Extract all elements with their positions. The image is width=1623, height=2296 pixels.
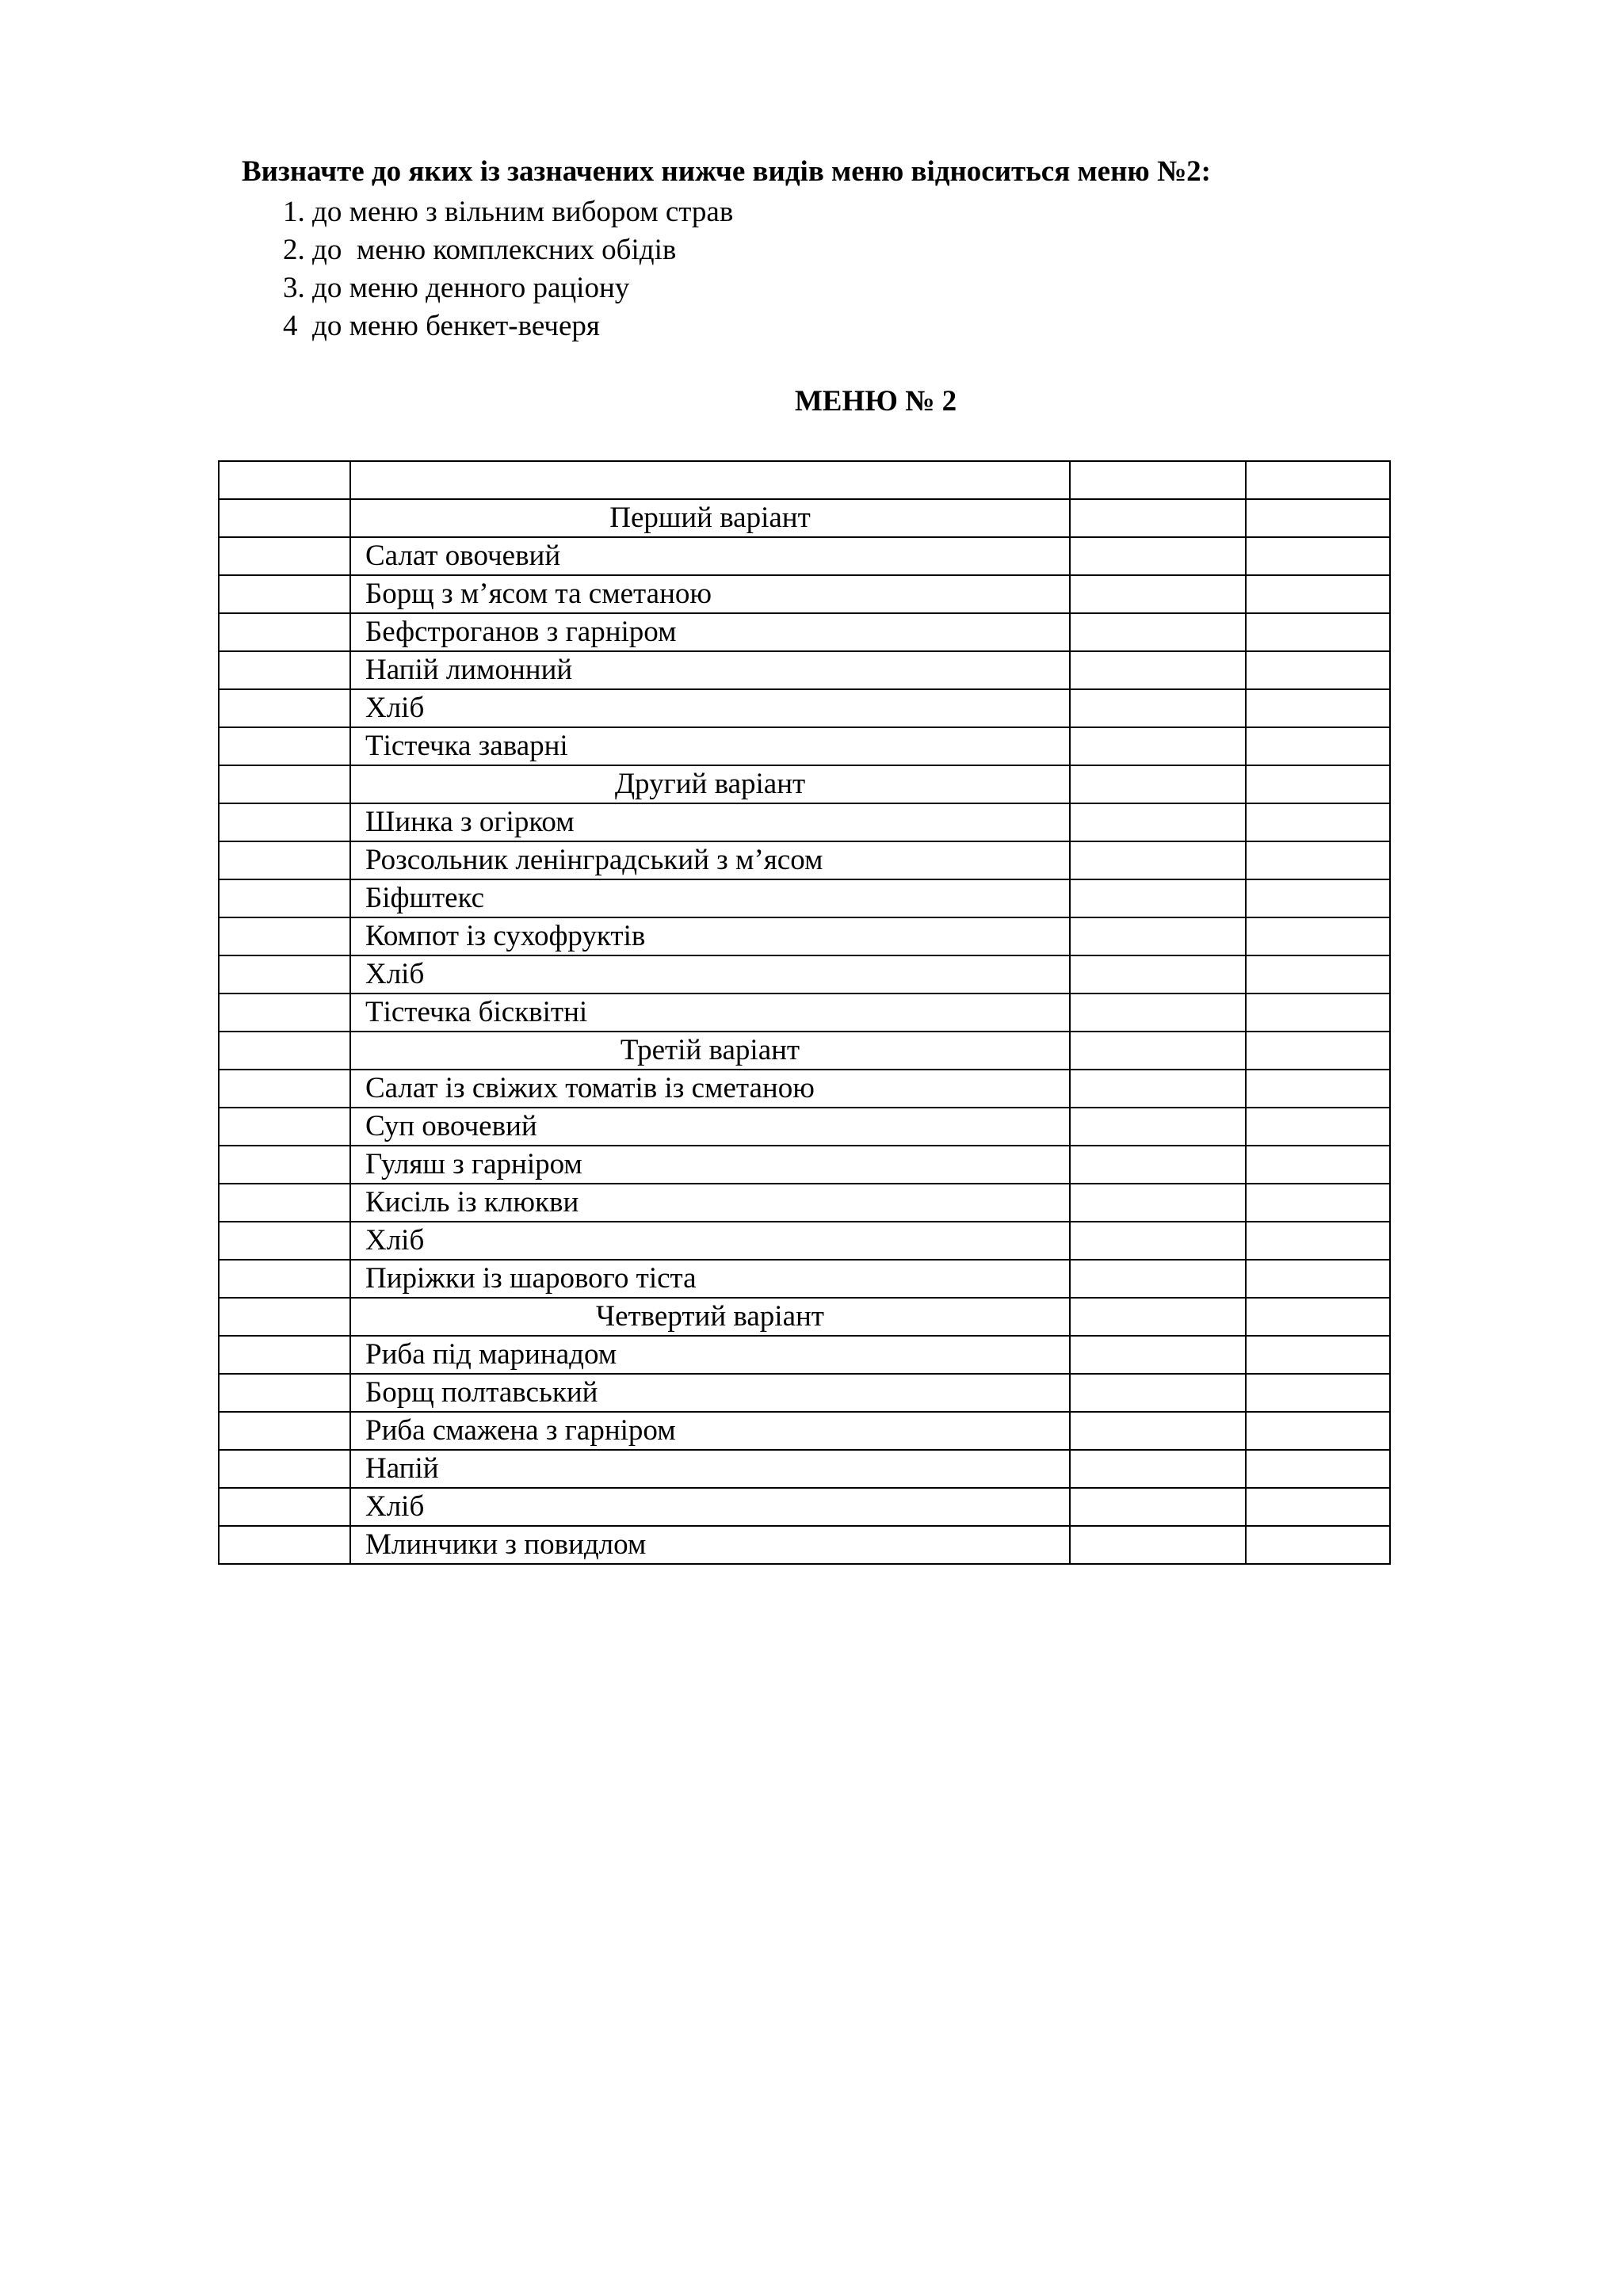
menu-item-row: [219, 1412, 1390, 1450]
menu-item-row: [219, 841, 1390, 879]
answer-options-list: [283, 193, 733, 345]
menu-cell-number: [219, 1070, 350, 1108]
menu-cell-number: [219, 1184, 350, 1222]
menu-cell-price: [1246, 1108, 1390, 1146]
menu-item-row: [219, 1108, 1390, 1146]
menu-cell-output: [1070, 1260, 1246, 1298]
menu-cell-output: [1070, 727, 1246, 765]
menu-item-row: [219, 1070, 1390, 1108]
menu-cell-price: [1246, 613, 1390, 651]
menu-dish-name: Шинка з огірком: [350, 803, 1070, 841]
menu-cell-number: [219, 613, 350, 651]
menu-dish-name: Напій: [350, 1450, 1070, 1488]
menu-cell-price: [1246, 1488, 1390, 1526]
menu-item-row: [219, 1222, 1390, 1260]
menu-cell-number: [219, 1108, 350, 1146]
menu-cell-number: [219, 1336, 350, 1374]
menu-cell-number: [219, 1374, 350, 1412]
menu-dish-name: Пиріжки із шарового тіста: [350, 1260, 1070, 1298]
menu-cell-price: [1246, 1146, 1390, 1184]
menu-cell-output: [1070, 1108, 1246, 1146]
menu-item-row: [219, 1526, 1390, 1564]
menu-cell-output: [1070, 575, 1246, 613]
menu-item-row: [219, 1336, 1390, 1374]
menu-cell-output: [1070, 1032, 1246, 1070]
menu-cell-output: [1070, 1374, 1246, 1412]
menu-cell-output: [1070, 461, 1246, 499]
menu-variant-row: [219, 765, 1390, 803]
menu-cell-number: [219, 1298, 350, 1336]
menu-item-row: [219, 1488, 1390, 1526]
menu-item-row: [219, 1146, 1390, 1184]
menu-cell-number: [219, 765, 350, 803]
menu-dish-name: Розсольник ленінградський з м’ясом: [350, 841, 1070, 879]
menu-cell-price: [1246, 1260, 1390, 1298]
menu-cell-output: [1070, 689, 1246, 727]
menu-item-row: [219, 1184, 1390, 1222]
menu-cell-price: [1246, 994, 1390, 1032]
menu-cell-number: [219, 803, 350, 841]
menu-variant-heading: Четвертий варіант: [350, 1298, 1070, 1336]
menu-cell-number: [219, 537, 350, 575]
menu-item-row: [219, 803, 1390, 841]
answer-option-1: 1. до меню з вільним вибором страв: [283, 196, 734, 228]
menu-cell-output: [1070, 803, 1246, 841]
menu-item-row: [219, 955, 1390, 994]
menu-dish-name: Кисіль із клюкви: [350, 1184, 1070, 1222]
menu-dish-name: Гуляш з гарніром: [350, 1146, 1070, 1184]
menu-empty-row: [219, 461, 1390, 499]
menu-dish-name: Бефстроганов з гарніром: [350, 613, 1070, 651]
menu-item-row: [219, 1260, 1390, 1298]
menu-cell-price: [1246, 1450, 1390, 1488]
menu-cell-number: [219, 841, 350, 879]
menu-table: [218, 460, 1391, 1565]
menu-variant-row: [219, 499, 1390, 537]
menu-cell-output: [1070, 537, 1246, 575]
menu-cell-output: [1070, 499, 1246, 537]
menu-item-row: [219, 651, 1390, 689]
menu-cell-number: [219, 651, 350, 689]
menu-cell-number: [219, 879, 350, 917]
answer-option-4: 4 до меню бенкет-вечеря: [283, 310, 600, 342]
menu-cell-price: [1246, 1070, 1390, 1108]
menu-dish-name: Хліб: [350, 1222, 1070, 1260]
menu-dish-name: Біфштекс: [350, 879, 1070, 917]
menu-cell-price: [1246, 1298, 1390, 1336]
menu-cell-price: [1246, 879, 1390, 917]
menu-cell-number: [219, 1222, 350, 1260]
menu-cell-price: [1246, 1222, 1390, 1260]
menu-cell-price: [1246, 499, 1390, 537]
menu-cell-price: [1246, 803, 1390, 841]
menu-variant-row: [219, 1032, 1390, 1070]
menu-variant-row: [219, 1298, 1390, 1336]
menu-cell-price: [1246, 1374, 1390, 1412]
menu-variant-heading: Другий варіант: [350, 765, 1070, 803]
menu-item-row: [219, 994, 1390, 1032]
menu-cell-output: [1070, 1488, 1246, 1526]
menu-cell-output: [1070, 955, 1246, 994]
menu-cell-number: [219, 727, 350, 765]
menu-cell-price: [1246, 537, 1390, 575]
menu-dish-name: Борщ полтавський: [350, 1374, 1070, 1412]
menu-cell-price: [1246, 1184, 1390, 1222]
menu-item-row: [219, 727, 1390, 765]
menu-item-row: [219, 537, 1390, 575]
answer-option-3: 3. до меню денного раціону: [283, 272, 630, 304]
menu-dish-name: Салат із свіжих томатів із сметаною: [350, 1070, 1070, 1108]
menu-item-row: [219, 689, 1390, 727]
answer-option-2: 2. до меню комплексних обідів: [283, 234, 677, 266]
menu-item-row: [219, 879, 1390, 917]
menu-cell-number: [219, 994, 350, 1032]
menu-cell-output: [1070, 1336, 1246, 1374]
menu-cell-price: [1246, 689, 1390, 727]
menu-cell-output: [1070, 917, 1246, 955]
menu-dish-name: [350, 461, 1070, 499]
menu-cell-output: [1070, 1184, 1246, 1222]
menu-item-row: [219, 1374, 1390, 1412]
menu-cell-number: [219, 917, 350, 955]
menu-dish-name: Борщ з м’ясом та сметаною: [350, 575, 1070, 613]
menu-dish-name: Тістечка бісквітні: [350, 994, 1070, 1032]
menu-cell-number: [219, 1488, 350, 1526]
menu-cell-output: [1070, 994, 1246, 1032]
menu-table-body: [219, 461, 1390, 1564]
menu-variant-heading: Перший варіант: [350, 499, 1070, 537]
menu-cell-output: [1070, 841, 1246, 879]
menu-dish-name: Суп овочевий: [350, 1108, 1070, 1146]
menu-cell-output: [1070, 1450, 1246, 1488]
menu-cell-number: [219, 955, 350, 994]
menu-dish-name: Тістечка заварні: [350, 727, 1070, 765]
menu-dish-name: Риба смажена з гарніром: [350, 1412, 1070, 1450]
menu-cell-price: [1246, 1526, 1390, 1564]
menu-dish-name: Напій лимонний: [350, 651, 1070, 689]
menu-cell-number: [219, 1450, 350, 1488]
menu-cell-number: [219, 1146, 350, 1184]
menu-cell-output: [1070, 1146, 1246, 1184]
menu-cell-price: [1246, 727, 1390, 765]
menu-cell-output: [1070, 1070, 1246, 1108]
menu-cell-price: [1246, 575, 1390, 613]
menu-dish-name: Риба під маринадом: [350, 1336, 1070, 1374]
menu-cell-price: [1246, 1336, 1390, 1374]
menu-cell-price: [1246, 955, 1390, 994]
menu-cell-number: [219, 575, 350, 613]
menu-cell-price: [1246, 1032, 1390, 1070]
menu-cell-number: [219, 1032, 350, 1070]
menu-cell-output: [1070, 1298, 1246, 1336]
menu-cell-output: [1070, 765, 1246, 803]
menu-cell-output: [1070, 1412, 1246, 1450]
question-text: Визначте до яких із зазначених нижче видів меню відноситься меню №2:: [242, 155, 1211, 188]
menu-dish-name: Хліб: [350, 1488, 1070, 1526]
menu-cell-number: [219, 499, 350, 537]
menu-cell-price: [1246, 841, 1390, 879]
menu-cell-price: [1246, 1412, 1390, 1450]
menu-cell-output: [1070, 613, 1246, 651]
menu-cell-number: [219, 461, 350, 499]
menu-cell-output: [1070, 1526, 1246, 1564]
menu-dish-name: Хліб: [350, 689, 1070, 727]
menu-item-row: [219, 1450, 1390, 1488]
menu-cell-number: [219, 689, 350, 727]
menu-dish-name: Хліб: [350, 955, 1070, 994]
menu-cell-number: [219, 1526, 350, 1564]
menu-dish-name: Млинчики з повидлом: [350, 1526, 1070, 1564]
menu-cell-number: [219, 1260, 350, 1298]
menu-cell-price: [1246, 917, 1390, 955]
menu-item-row: [219, 575, 1390, 613]
menu-cell-output: [1070, 879, 1246, 917]
menu-item-row: [219, 917, 1390, 955]
menu-dish-name: Компот із сухофруктів: [350, 917, 1070, 955]
menu-cell-number: [219, 1412, 350, 1450]
menu-item-row: [219, 613, 1390, 651]
menu-dish-name: Салат овочевий: [350, 537, 1070, 575]
menu-cell-price: [1246, 651, 1390, 689]
menu-cell-output: [1070, 651, 1246, 689]
menu-cell-price: [1246, 461, 1390, 499]
menu-cell-output: [1070, 1222, 1246, 1260]
menu-variant-heading: Третій варіант: [350, 1032, 1070, 1070]
menu-cell-price: [1246, 765, 1390, 803]
menu-title: МЕНЮ № 2: [794, 385, 957, 418]
